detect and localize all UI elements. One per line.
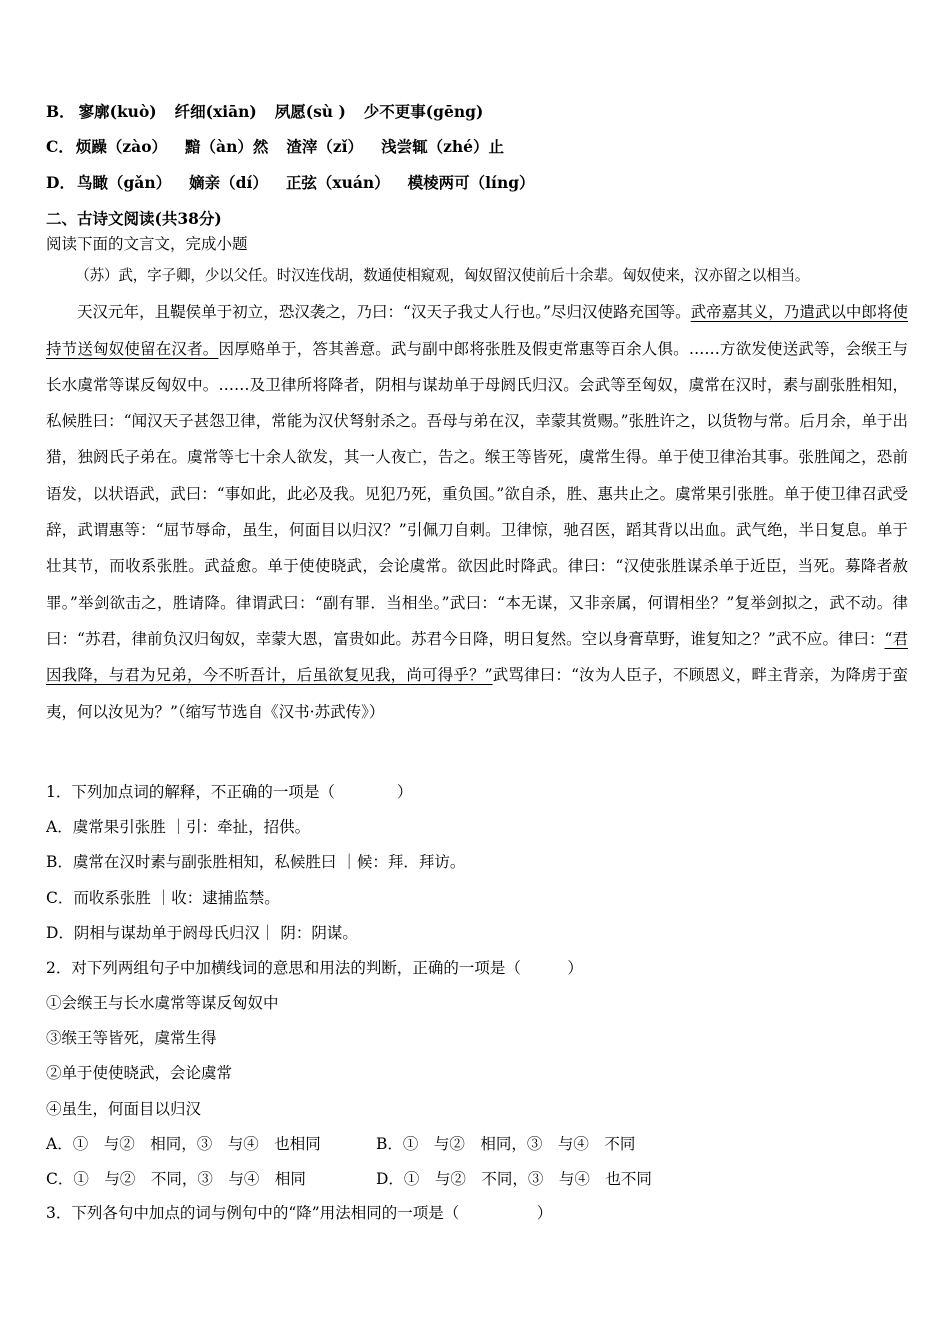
option-letter: C． xyxy=(46,137,74,156)
option-item: 鸟瞰（gǎn） xyxy=(76,173,172,192)
question-2-sentence-3: ③缑王等皆死，虞常生得 xyxy=(46,1029,217,1047)
option-d-pinyin xyxy=(46,172,553,194)
question-1-option-a: A．虞常果引张胜 ｜引：牵扯，招供。 xyxy=(46,818,311,836)
passage-text: 武骂律曰：“汝为人臣子，不顾恩义，畔主背亲，为降虏于蛮夷，何以汝见为？”（缩写节选自《汉书·苏武传》） xyxy=(46,666,908,721)
option-item: 黯（àn）然 xyxy=(185,137,269,156)
question-2-stem: 2．对下列两组句子中加横线词的意思和用法的判断，正确的一项是（ ） xyxy=(46,959,583,977)
option-item: 正弦（xuán） xyxy=(285,173,390,192)
question-1-option-d: D．阴相与谋劫单于阏母氏归汉｜ 阴：阴谋。 xyxy=(46,924,358,942)
question-2-option-a: A．① 与② 相同，③ 与④ 也相同 xyxy=(46,1135,321,1153)
passage-text: 因厚赂单于，答其善意。武与副中郎将张胜及假吏常惠等百余人俱。……方欲发使送武等，会缑王与长水虞常等谋反匈奴中。……及卫律所将降者，阴相与谋劫单于母阏氏归汉。会武等至匈奴，虞常在汉时，素与副张胜相知，私候胜曰：“闻汉天子甚怨卫律，常能为汉伏弩射杀之。吾母与弟在汉，幸蒙其赏赐。”张胜许之，以货物与常。后月余，单于出猎，独阏氏子弟在。虞常等七十余人欲发，其一人夜亡，告之。缑王等皆死，虞常生得。单于使卫律治其事。张胜闻之，恐前语发，以状语武，武曰：“事如此，此必及我。见犯乃死，重负国。”欲自杀，胜、惠共止之。虞常果引张胜。单于使卫律召武受辞，武谓惠等：“屈节辱命，虽生，何面目以归汉？”引佩刀自刺。卫律惊，驰召医，蹈其背以出血。武气绝，半日复息。单于壮其节，而收系张胜。武益愈。单于使使晓武，会论虞常。欲因此时降武。律曰：“汉使张胜谋杀单于近臣，当死。募降者赦罪。”举剑欲击之，胜请降。律谓武曰：“副有罪．当相坐。”武曰：“本无谋，又非亲属，何谓相坐？”复举剑拟之，武不动。律曰：“苏君，律前负汉归匈奴，幸蒙大恩，富贵如此。苏君今日降，明日复然。空以身膏草野，谁复知之？”武不应。律曰： xyxy=(46,339,908,648)
question-1-option-b: B．虞常在汉时素与副张胜相知，私候胜曰 ｜候：拜．拜访。 xyxy=(46,853,466,871)
underlined-sentence-1: 武帝嘉其义，乃遣武以中郎将使持节送匈奴使留在汉者。 xyxy=(46,303,908,358)
question-1-option-c: C．而收系张胜 ｜收：逮捕监禁。 xyxy=(46,889,280,907)
option-letter: D． xyxy=(46,173,75,192)
passage-text: 天汉元年，且鞮侯单于初立，恐汉袭之，乃曰：“汉天子我丈人行也。”尽归汉使路充国等。 xyxy=(77,303,691,322)
question-2-option-d: D．① 与② 不同，③ 与④ 也不同 xyxy=(376,1170,652,1188)
question-3-stem: 3．下列各句中加点的词与例句中的“降”用法相同的一项是（ ） xyxy=(46,1204,553,1222)
section-title: 二、古诗文阅读(共38分) xyxy=(46,209,222,228)
option-item: 烦躁（zào） xyxy=(75,137,168,156)
question-2-option-b: B．① 与② 相同，③ 与④ 不同 xyxy=(376,1135,636,1153)
option-item: 夙愿(sù ) xyxy=(274,102,346,121)
option-item: 模棱两可（líng） xyxy=(407,173,535,192)
option-letter: B． xyxy=(46,102,75,121)
question-2-sentence-2: ②单于使使晓武，会论虞常 xyxy=(46,1064,233,1082)
option-item: 纤细(xiān) xyxy=(174,102,257,121)
underlined-sentence-2: “君因我降，与君为兄弟，今不听吾计，后虽欲复见我，尚可得乎？” xyxy=(46,629,908,685)
question-2-sentence-1: ①会缑王与长水虞常等谋反匈奴中 xyxy=(46,994,279,1012)
question-2-sentence-4: ④虽生，何面目以归汉 xyxy=(46,1100,202,1118)
option-item: 少不更事(gēng) xyxy=(363,102,484,121)
passage-paragraph-2 xyxy=(46,294,908,730)
option-c-pinyin xyxy=(46,136,522,158)
passage-paragraph-1: （苏）武，字子卿，少以父任。时汉连伐胡，数通使相窥观，匈奴留汉使前后十余辈。匈奴使来，汉亦留之以相当。 xyxy=(75,267,810,284)
option-item: 嫡亲（dí） xyxy=(189,173,268,192)
classical-passage xyxy=(46,258,908,730)
option-item: 寥廓(kuò) xyxy=(78,102,157,121)
section-instruction: 阅读下面的文言文，完成小题 xyxy=(46,235,248,253)
question-2-option-c: C．① 与② 不同，③ 与④ 相同 xyxy=(46,1170,306,1188)
question-1-stem: 1．下列加点词的解释，不正确的一项是（ ） xyxy=(46,783,413,801)
option-item: 浅尝辄（zhé）止 xyxy=(381,137,504,156)
option-b-pinyin xyxy=(46,101,501,123)
question-2-options-cd xyxy=(46,1168,652,1190)
option-item: 渣滓（zǐ） xyxy=(286,137,364,156)
question-2-options-ab xyxy=(46,1133,635,1155)
